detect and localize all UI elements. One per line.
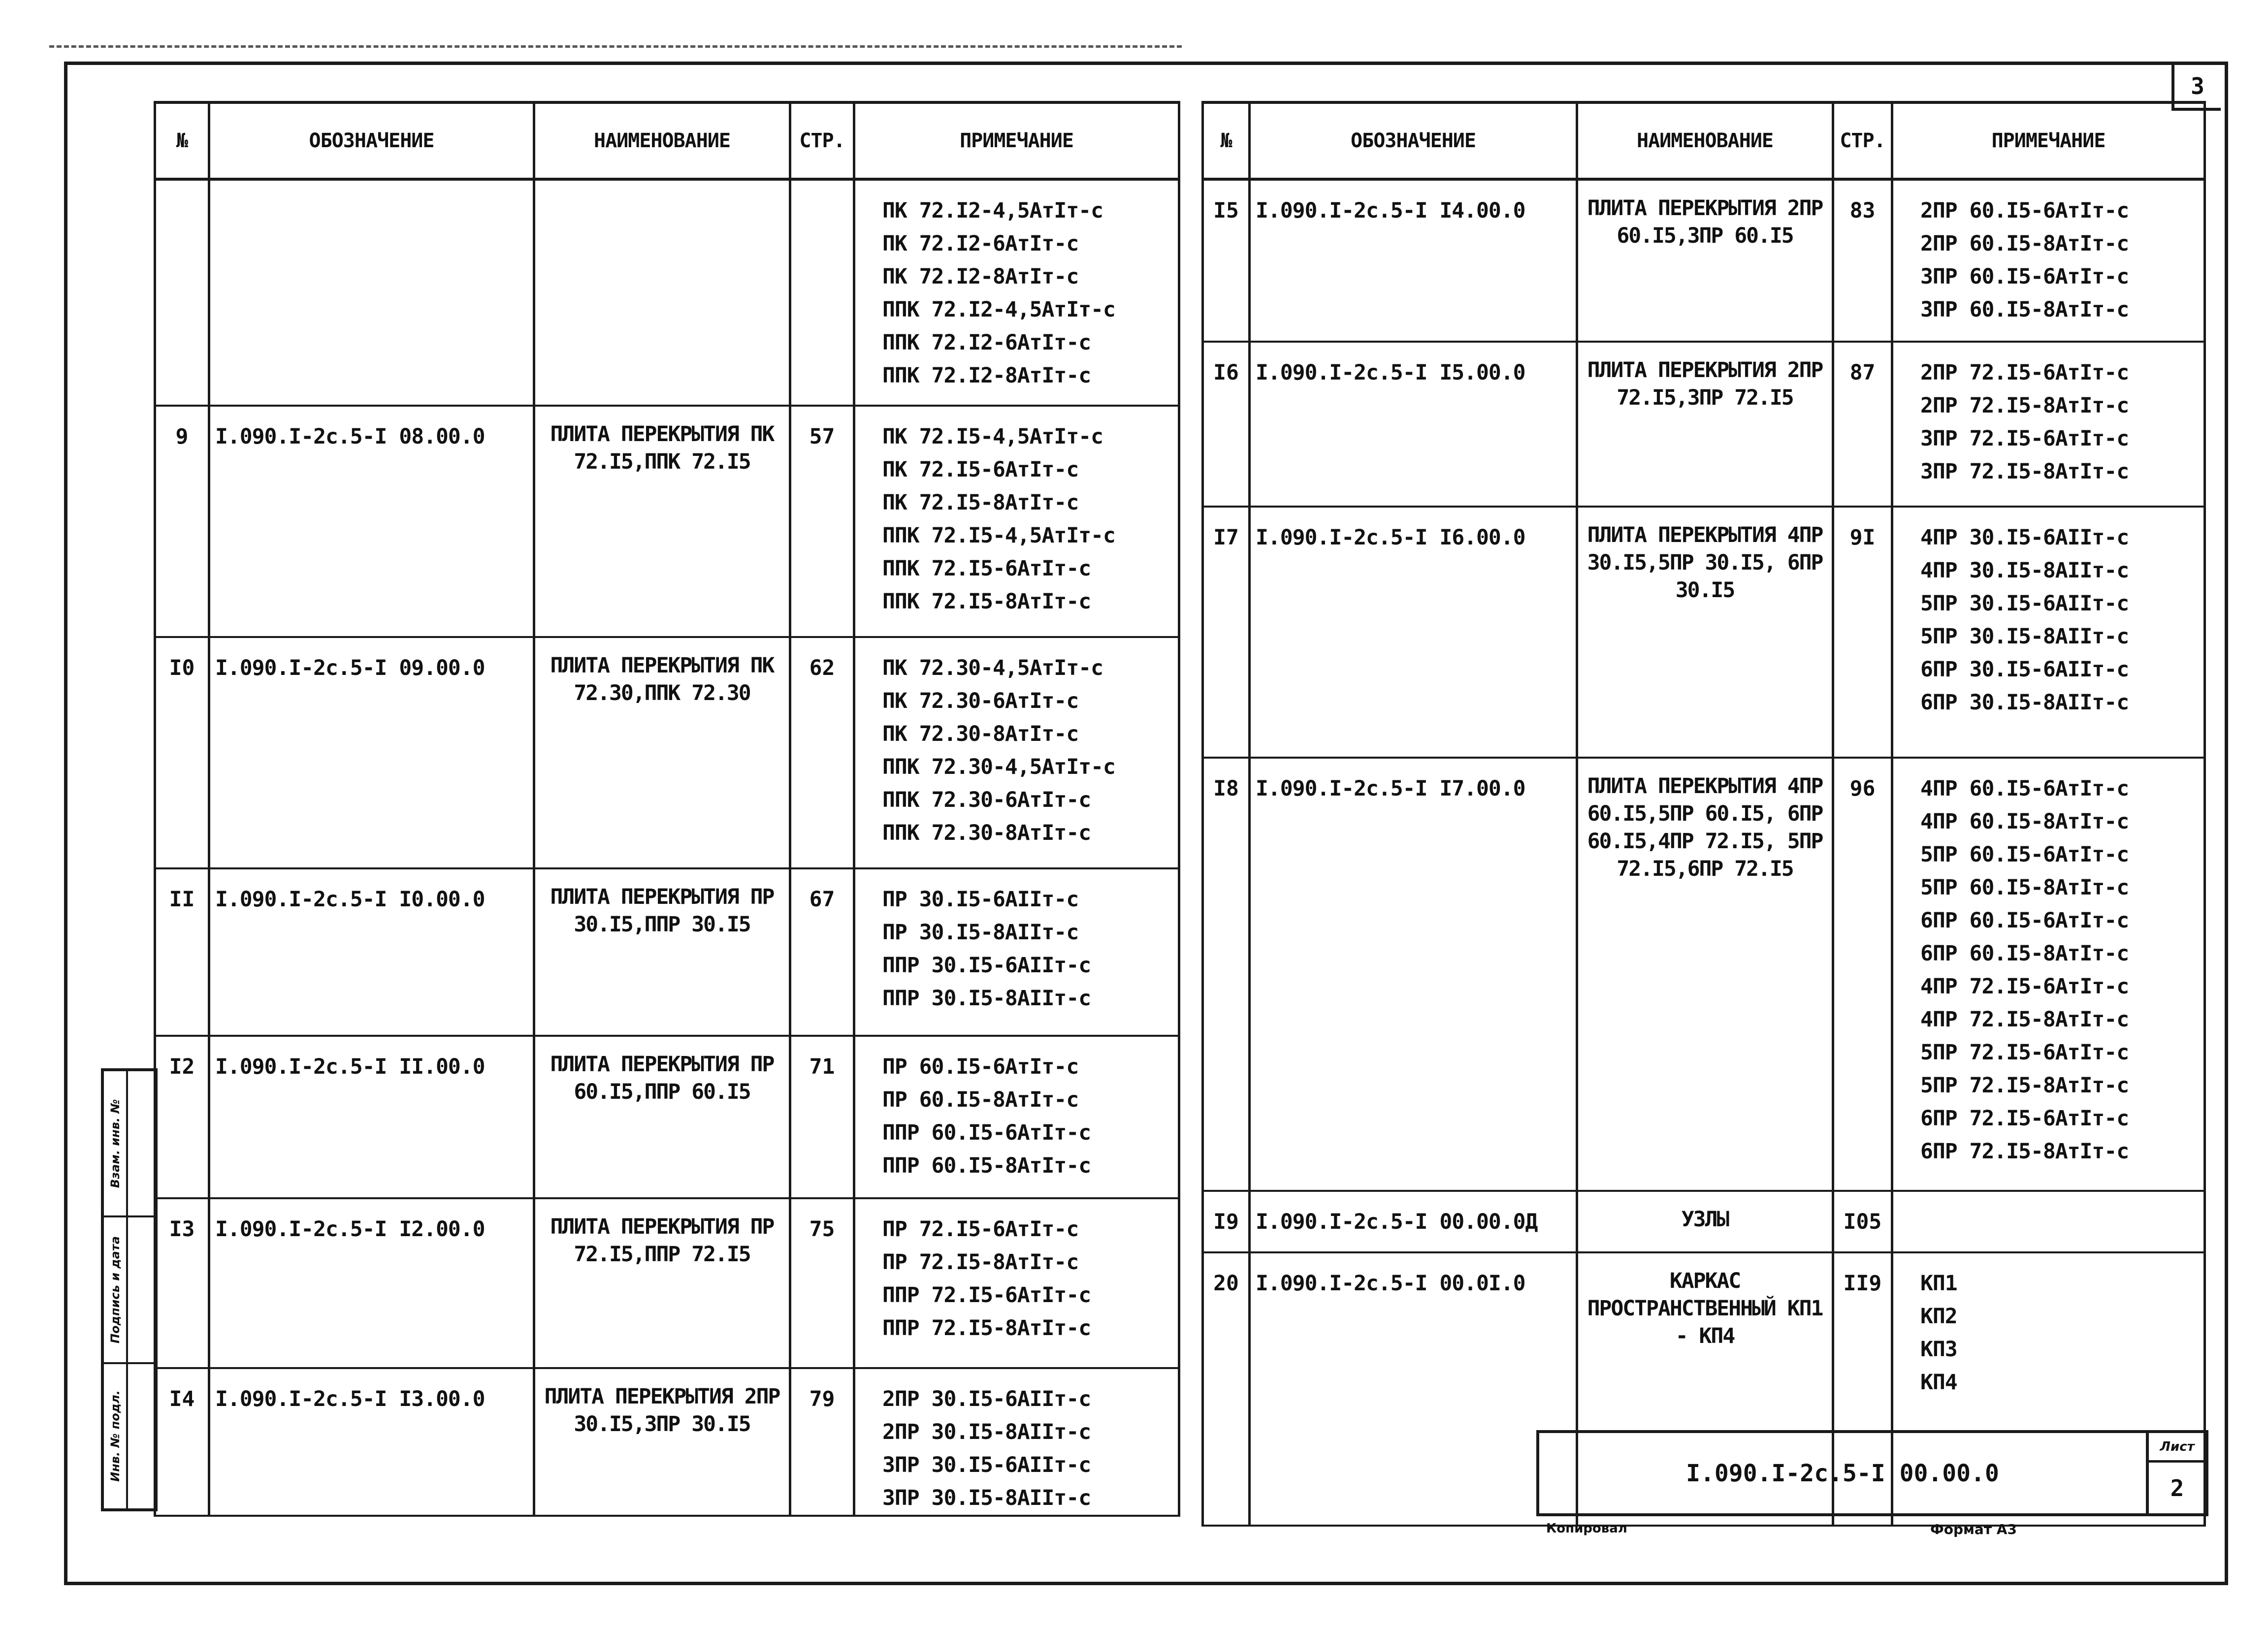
note-line: 5ПР 72.I5-6АтIт-с [1920, 1040, 2129, 1065]
table-row [1203, 179, 2205, 342]
row-notes [854, 868, 1179, 1036]
note-line: ППР 30.I5-6АIIт-с [882, 953, 1091, 978]
row-designation: I.090.I-2с.5-I 00.00.0Д [1250, 1191, 1577, 1252]
row-designation: I.090.I-2с.5-I 08.00.0 [209, 406, 534, 637]
header-designation: ОБОЗНАЧЕНИЕ [1250, 102, 1577, 179]
note-line: ППР 72.I5-6АтIт-с [882, 1283, 1091, 1308]
note-line: ПК 72.I2-8АтIт-с [882, 264, 1079, 289]
row-page [790, 179, 854, 406]
note-line: 5ПР 60.I5-8АтIт-с [1920, 875, 2129, 900]
copied-by-label: Копировал [1546, 1521, 1627, 1536]
row-designation: I.090.I-2с.5-I I2.00.0 [209, 1198, 534, 1368]
note-line: ППК 72.30-8АтIт-с [882, 821, 1091, 845]
table-row [155, 1036, 1179, 1198]
note-line: 6ПР 72.I5-8АтIт-с [1920, 1139, 2129, 1164]
row-num: I6 [1203, 342, 1250, 507]
table-row [155, 637, 1179, 868]
row-notes [854, 1036, 1179, 1198]
row-notes [854, 1198, 1179, 1368]
header-name: НАИМЕНОВАНИЕ [534, 102, 790, 179]
note-line: 6ПР 30.I5-6АIIт-с [1920, 657, 2129, 682]
note-line: 4ПР 72.I5-8АтIт-с [1920, 1007, 2129, 1032]
table-row [1203, 342, 2205, 507]
row-notes [854, 1368, 1179, 1516]
note-line: 4ПР 30.I5-8АIIт-с [1920, 558, 2129, 583]
note-line: 2ПР 72.I5-6АтIт-с [1920, 360, 2129, 385]
row-num: I3 [155, 1198, 209, 1368]
row-name: ПЛИТА ПЕРЕКРЫТИЯ 2ПР 30.I5,3ПР 30.I5 [534, 1368, 790, 1516]
row-name: ПЛИТА ПЕРЕКРЫТИЯ ПК 72.I5,ППК 72.I5 [534, 406, 790, 637]
row-name: ПЛИТА ПЕРЕКРЫТИЯ 2ПР 72.I5,3ПР 72.I5 [1577, 342, 1833, 507]
note-line: ПР 72.I5-8АтIт-с [882, 1250, 1079, 1275]
row-name: ПЛИТА ПЕРЕКРЫТИЯ ПР 72.I5,ППР 72.I5 [534, 1198, 790, 1368]
row-designation: I.090.I-2с.5-I 09.00.0 [209, 637, 534, 868]
row-page: 9I [1833, 507, 1892, 758]
header-page: СТР. [1833, 102, 1892, 179]
row-page: I05 [1833, 1191, 1892, 1252]
note-line: 4ПР 72.I5-6АтIт-с [1920, 974, 2129, 999]
table-row [155, 179, 1179, 406]
row-designation: I.090.I-2с.5-I I3.00.0 [209, 1368, 534, 1516]
note-line: ППК 72.I5-6АтIт-с [882, 556, 1091, 581]
row-designation: I.090.I-2с.5-I I5.00.0 [1250, 342, 1577, 507]
row-page: 71 [790, 1036, 854, 1198]
row-page: 96 [1833, 758, 1892, 1191]
spec-table-right [1201, 101, 2206, 1527]
row-notes [854, 637, 1179, 868]
note-line: ПР 30.I5-6АIIт-с [882, 887, 1079, 912]
sidebar-label: Подпись и дата [108, 1236, 122, 1343]
note-line: 6ПР 60.I5-6АтIт-с [1920, 908, 2129, 933]
sidebar-label: Инв. № подл. [108, 1390, 122, 1482]
row-designation: I.090.I-2с.5-I I4.00.0 [1250, 179, 1577, 342]
note-line: ПК 72.I5-4,5АтIт-с [882, 424, 1103, 449]
row-name: ПЛИТА ПЕРЕКРЫТИЯ ПР 30.I5,ППР 30.I5 [534, 868, 790, 1036]
row-page: 87 [1833, 342, 1892, 507]
table-row [155, 1198, 1179, 1368]
note-line: ППК 72.I2-8АтIт-с [882, 363, 1091, 388]
row-name [534, 179, 790, 406]
row-designation: I.090.I-2с.5-I 00.0I.0 [1250, 1252, 1577, 1526]
sheet-label: Лист [2149, 1433, 2205, 1463]
approval-sidebar [101, 1068, 158, 1511]
note-line: ПР 60.I5-8АтIт-с [882, 1087, 1079, 1112]
row-page: 62 [790, 637, 854, 868]
row-name: ПЛИТА ПЕРЕКРЫТИЯ 4ПР 60.I5,5ПР 60.I5, 6ПР 60.I5,4ПР 72.I5, 5ПР 72.I5,6ПР 72.I5 [1577, 758, 1833, 1191]
note-line: 3ПР 30.I5-6АIIт-с [882, 1453, 1091, 1477]
note-line: ПР 30.I5-8АIIт-с [882, 920, 1079, 945]
note-line: ПК 72.30-4,5АтIт-с [882, 656, 1103, 680]
note-line: ППК 72.I2-4,5АтIт-с [882, 297, 1115, 322]
row-name: ПЛИТА ПЕРЕКРЫТИЯ 2ПР 60.I5,3ПР 60.I5 [1577, 179, 1833, 342]
row-page: 79 [790, 1368, 854, 1516]
note-line: ППК 72.I5-8АтIт-с [882, 589, 1091, 614]
note-line: ППР 60.I5-8АтIт-с [882, 1153, 1091, 1178]
row-page: 57 [790, 406, 854, 637]
note-line: КП1 [1920, 1271, 1957, 1296]
note-line: 3ПР 72.I5-8АтIт-с [1920, 459, 2129, 484]
header-name: НАИМЕНОВАНИЕ [1577, 102, 1833, 179]
row-designation: I.090.I-2с.5-I I7.00.0 [1250, 758, 1577, 1191]
row-notes [854, 179, 1179, 406]
row-num: I2 [155, 1036, 209, 1198]
table-header-row [155, 102, 1179, 179]
row-page: 83 [1833, 179, 1892, 342]
format-label: Формат А3 [1930, 1521, 2017, 1537]
note-line: 3ПР 30.I5-8АIIт-с [882, 1486, 1091, 1510]
row-designation: I.090.I-2с.5-I I6.00.0 [1250, 507, 1577, 758]
row-num: I4 [155, 1368, 209, 1516]
sidebar-label: Взам. инв. № [108, 1099, 122, 1188]
row-notes [1892, 507, 2205, 758]
row-page: 75 [790, 1198, 854, 1368]
note-line: ППР 72.I5-8АтIт-с [882, 1316, 1091, 1341]
note-line: ППК 72.30-4,5АтIт-с [882, 755, 1115, 779]
note-line: 2ПР 72.I5-8АтIт-с [1920, 393, 2129, 418]
note-line: 6ПР 30.I5-8АIIт-с [1920, 690, 2129, 715]
note-line: ППК 72.I2-6АтIт-с [882, 330, 1091, 355]
row-num: I5 [1203, 179, 1250, 342]
note-line: 4ПР 60.I5-8АтIт-с [1920, 809, 2129, 834]
note-line: 3ПР 72.I5-6АтIт-с [1920, 426, 2129, 451]
table-header-row [1203, 102, 2205, 179]
note-line: ПК 72.I5-6АтIт-с [882, 457, 1079, 482]
note-line: 3ПР 60.I5-8АтIт-с [1920, 297, 2129, 322]
header-note: ПРИМЕЧАНИЕ [854, 102, 1179, 179]
sidebar-cell-original-inv [104, 1364, 155, 1508]
note-line: ПК 72.30-8АтIт-с [882, 722, 1079, 746]
row-num: I8 [1203, 758, 1250, 1191]
header-page: СТР. [790, 102, 854, 179]
table-row [155, 868, 1179, 1036]
row-num: I7 [1203, 507, 1250, 758]
note-line: ПК 72.I2-4,5АтIт-с [882, 198, 1103, 223]
note-line: 5ПР 30.I5-6АIIт-с [1920, 591, 2129, 616]
sheet-box [2146, 1433, 2205, 1513]
row-num: I9 [1203, 1191, 1250, 1252]
table-row [155, 1368, 1179, 1516]
row-notes [1892, 1191, 2205, 1252]
row-name: ПЛИТА ПЕРЕКРЫТИЯ ПК 72.30,ППК 72.30 [534, 637, 790, 868]
sidebar-cell-replace-inv [104, 1071, 155, 1217]
row-name: УЗЛЫ [1577, 1191, 1833, 1252]
header-num: № [155, 102, 209, 179]
note-line: 5ПР 60.I5-6АтIт-с [1920, 842, 2129, 867]
note-line: ПК 72.30-6АтIт-с [882, 689, 1079, 713]
document-code: I.090.I-2с.5-I 00.00.0 [1686, 1459, 1999, 1487]
note-line: КП3 [1920, 1337, 1957, 1362]
note-line: 2ПР 30.I5-6АIIт-с [882, 1387, 1091, 1411]
row-num: 9 [155, 406, 209, 637]
table-row [1203, 507, 2205, 758]
top-scan-artifact [49, 45, 1182, 48]
row-designation: I.090.I-2с.5-I I0.00.0 [209, 868, 534, 1036]
top-sheet-number: 3 [2171, 64, 2221, 111]
note-line: 6ПР 72.I5-6АтIт-с [1920, 1106, 2129, 1131]
note-line: 6ПР 60.I5-8АтIт-с [1920, 941, 2129, 966]
table-row [1203, 758, 2205, 1191]
row-notes [1892, 342, 2205, 507]
note-line: 2ПР 30.I5-8АIIт-с [882, 1420, 1091, 1444]
note-line: ППР 60.I5-6АтIт-с [882, 1120, 1091, 1145]
note-line: 2ПР 60.I5-6АтIт-с [1920, 198, 2129, 223]
row-num: II [155, 868, 209, 1036]
note-line: ППК 72.30-6АтIт-с [882, 788, 1091, 812]
table-row [1203, 1191, 2205, 1252]
row-notes [854, 406, 1179, 637]
note-line: 2ПР 60.I5-8АтIт-с [1920, 231, 2129, 256]
note-line: ППР 30.I5-8АIIт-с [882, 986, 1091, 1011]
note-line: КП2 [1920, 1304, 1957, 1329]
note-line: 5ПР 72.I5-8АтIт-с [1920, 1073, 2129, 1098]
note-line: 5ПР 30.I5-8АIIт-с [1920, 624, 2129, 649]
note-line: КП4 [1920, 1370, 1957, 1395]
sheet-number: 2 [2170, 1474, 2184, 1501]
row-name: ПЛИТА ПЕРЕКРЫТИЯ 4ПР 30.I5,5ПР 30.I5, 6ПР 30.I5 [1577, 507, 1833, 758]
row-num [155, 179, 209, 406]
note-line: 4ПР 60.I5-6АтIт-с [1920, 776, 2129, 801]
row-name: КАРКАС ПРОСТРАНСТВЕННЫЙ КП1 - КП4 [1577, 1252, 1833, 1526]
note-line: ПР 72.I5-6АтIт-с [882, 1217, 1079, 1242]
header-num: № [1203, 102, 1250, 179]
spec-table-left [154, 101, 1180, 1517]
note-line: 4ПР 30.I5-6АIIт-с [1920, 525, 2129, 550]
header-note: ПРИМЕЧАНИЕ [1892, 102, 2205, 179]
title-block [1536, 1430, 2208, 1516]
note-line: ПР 60.I5-6АтIт-с [882, 1054, 1079, 1079]
note-line: ППК 72.I5-4,5АтIт-с [882, 523, 1115, 548]
row-designation: I.090.I-2с.5-I II.00.0 [209, 1036, 534, 1198]
note-line: 3ПР 60.I5-6АтIт-с [1920, 264, 2129, 289]
row-page: II9 [1833, 1252, 1892, 1526]
row-num: I0 [155, 637, 209, 868]
row-page: 67 [790, 868, 854, 1036]
sidebar-cell-signature [104, 1217, 155, 1364]
row-name: ПЛИТА ПЕРЕКРЫТИЯ ПР 60.I5,ППР 60.I5 [534, 1036, 790, 1198]
table-row [155, 406, 1179, 637]
header-designation: ОБОЗНАЧЕНИЕ [209, 102, 534, 179]
row-notes [1892, 179, 2205, 342]
row-notes [1892, 758, 2205, 1191]
note-line: ПК 72.I5-8АтIт-с [882, 490, 1079, 515]
row-designation [209, 179, 534, 406]
note-line: ПК 72.I2-6АтIт-с [882, 231, 1079, 256]
row-num: 20 [1203, 1252, 1250, 1526]
